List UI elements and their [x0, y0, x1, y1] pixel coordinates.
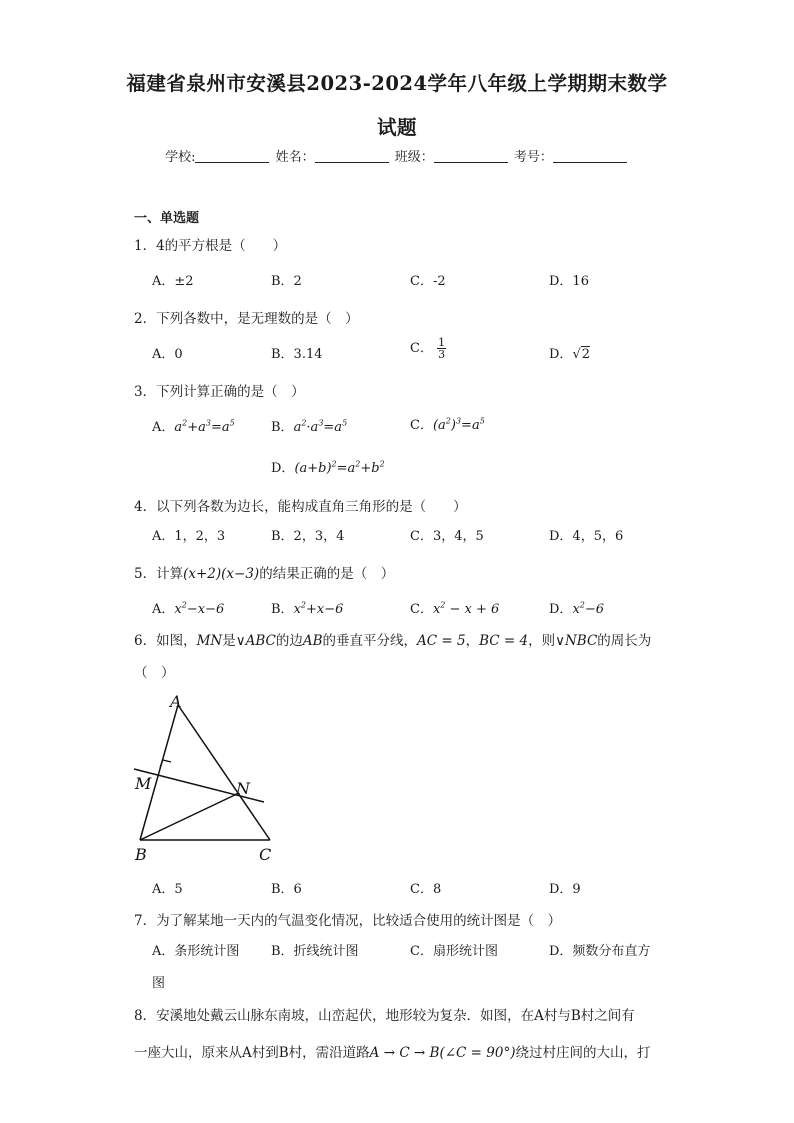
exam-title-continued: 试题: [376, 116, 417, 139]
q6-stem-suffix: 的周长为: [597, 633, 652, 649]
q5-option-c: [410, 598, 499, 617]
q5-stem-prefix: 5．计算: [134, 566, 184, 582]
q5-option-a: [152, 598, 224, 617]
school-label: 学校:: [165, 150, 196, 165]
school-blank[interactable]: [195, 150, 269, 163]
label-c: C: [259, 845, 272, 864]
q4-option-c: C．3，4，5: [410, 529, 484, 544]
q2-option-b: B．3.14: [271, 347, 323, 362]
student-info-row: [0, 146, 794, 165]
id-blank[interactable]: [553, 150, 627, 163]
fraction-denominator: 3: [438, 348, 446, 361]
sqrt-radicand: 2: [581, 347, 591, 362]
question-1-stem: 1．4的平方根是（ ）: [134, 238, 287, 254]
q5-option-c-formula: $x^2 - x + 6$: [432, 600, 500, 617]
q5-expression: (x+2)(x−3): [183, 566, 260, 582]
q5-option-c-prefix: C．: [410, 602, 433, 617]
question-2-stem: 2．下列各数中，是无理数的是（ ）: [134, 311, 359, 327]
q6-stem-mid3: 的垂直平分线，: [322, 633, 418, 649]
q7-option-d: D．频数分布直方: [549, 944, 651, 959]
q3-option-c-prefix: C．: [410, 418, 433, 433]
q1-option-c: C．-2: [410, 274, 446, 289]
class-label: 班级：: [394, 150, 434, 165]
exam-title: 福建省泉州市安溪县2023-2024学年八年级上学期期末数学: [126, 72, 668, 95]
q3-option-a-prefix: A．: [152, 420, 175, 435]
q7-option-a: A．条形统计图: [152, 944, 240, 959]
question-4-stem: 4．以下列各数为边长，能构成直角三角形的是（ ）: [134, 499, 467, 515]
q7-option-d-wrap: 图: [152, 976, 166, 991]
question-3-stem: 3．下列计算正确的是（ ）: [134, 384, 305, 400]
q6-triangle-nbc: ∨NBC: [555, 633, 598, 649]
q4-option-b: B．2，3，4: [271, 529, 345, 544]
q5-stem-suffix: 的结果正确的是（ ）: [259, 566, 395, 582]
side-ac: [178, 705, 270, 840]
q1-option-b: B．2: [271, 274, 302, 289]
q3-option-d-prefix: D．: [271, 461, 295, 476]
id-label: 考号：: [513, 150, 553, 165]
q3-option-b-formula: $a^2\cdot a^3=a^5$: [293, 418, 348, 435]
q6-ab: AB: [302, 633, 323, 649]
q6-stem-mid1: 是: [222, 633, 236, 649]
q1-option-d: D．16: [549, 274, 589, 289]
question-6-stem: [134, 629, 651, 649]
q6-bc-value: BC = 4: [479, 633, 529, 649]
q2-option-a: A．0: [152, 347, 183, 362]
q3-option-d: [271, 457, 385, 476]
q8-line2-prefix: 一座大山，原来从A村到B村，需沿道路: [134, 1045, 370, 1061]
question-7-stem: 7．为了解某地一天内的气温变化情况，比较适合使用的统计图是（ ）: [134, 913, 562, 929]
label-b: B: [135, 845, 147, 864]
q7-option-c: C．扇形统计图: [410, 944, 498, 959]
label-n: N: [236, 779, 250, 798]
q6-stem-mid2: 的边: [275, 633, 303, 649]
q7-option-b: B．折线统计图: [271, 944, 359, 959]
q3-option-d-formula: $(a+b)^2=a^2+b^2$: [294, 459, 385, 476]
q4-option-d: D．4，5，6: [549, 529, 624, 544]
question-5-stem: [134, 562, 394, 582]
q6-option-d: D．9: [549, 882, 581, 897]
q6-option-a: A．5: [152, 882, 183, 897]
q1-option-a: A．±2: [152, 274, 194, 289]
q6-triangle-abc: ∨ABC: [235, 633, 276, 649]
q2-option-d-prefix: D．: [549, 347, 573, 362]
name-blank[interactable]: [315, 150, 389, 163]
q3-option-a: [152, 416, 235, 435]
q6-ac-value: AC = 5: [417, 633, 466, 649]
q5-option-a-formula: $x^2-x-6$: [174, 600, 225, 617]
segment-bn: [140, 793, 239, 840]
q3-option-a-formula: $a^2+a^3=a^5$: [174, 418, 235, 435]
label-m: M: [135, 774, 152, 793]
q6-stem-prefix: 6．如图，: [134, 633, 197, 649]
question-8-line2: [134, 1041, 650, 1061]
fraction-one-third: [437, 337, 446, 360]
q3-option-c-formula: $(a^2)^3=a^5$: [432, 416, 485, 433]
name-label: 姓名：: [275, 150, 315, 165]
q6-stem-mid4: ，: [465, 633, 480, 649]
q6-option-c: C．8: [410, 882, 442, 897]
class-blank[interactable]: [434, 150, 508, 163]
section-title: 一、单选题: [134, 211, 200, 226]
q8-line2-suffix: 绕过村庄间的大山，打: [515, 1045, 651, 1061]
q5-option-b-prefix: B．: [271, 602, 294, 617]
q2-option-d: D．√2: [549, 347, 591, 362]
q5-option-d: [549, 598, 604, 617]
question-6-stem-line2: （ ）: [134, 665, 175, 681]
q3-option-c: [410, 414, 485, 433]
fraction-numerator: 1: [438, 336, 446, 349]
label-a: A: [170, 692, 182, 711]
q3-option-b: [271, 416, 347, 435]
q5-option-b: [271, 598, 343, 617]
q8-route: A → C → B(∠C = 90°): [369, 1045, 516, 1061]
q4-option-a: A．1，2，3: [152, 529, 226, 544]
question-8-line1: 8．安溪地处戴云山脉东南坡，山峦起伏，地形较为复杂．如图，在A村与B村之间有: [134, 1008, 635, 1024]
q5-option-b-formula: $x^2+x-6$: [293, 600, 344, 617]
q2-option-c: [410, 337, 446, 360]
q5-option-d-formula: $x^2-6$: [572, 600, 605, 617]
triangle-figure: [126, 690, 286, 875]
q2-option-c-prefix: C．: [410, 341, 433, 356]
q6-option-b: B．6: [271, 882, 302, 897]
q5-option-d-prefix: D．: [549, 602, 573, 617]
q3-option-b-prefix: B．: [271, 420, 294, 435]
q5-option-a-prefix: A．: [152, 602, 175, 617]
q6-mn: MN: [196, 633, 223, 649]
q6-stem-mid5: ，则: [528, 633, 556, 649]
